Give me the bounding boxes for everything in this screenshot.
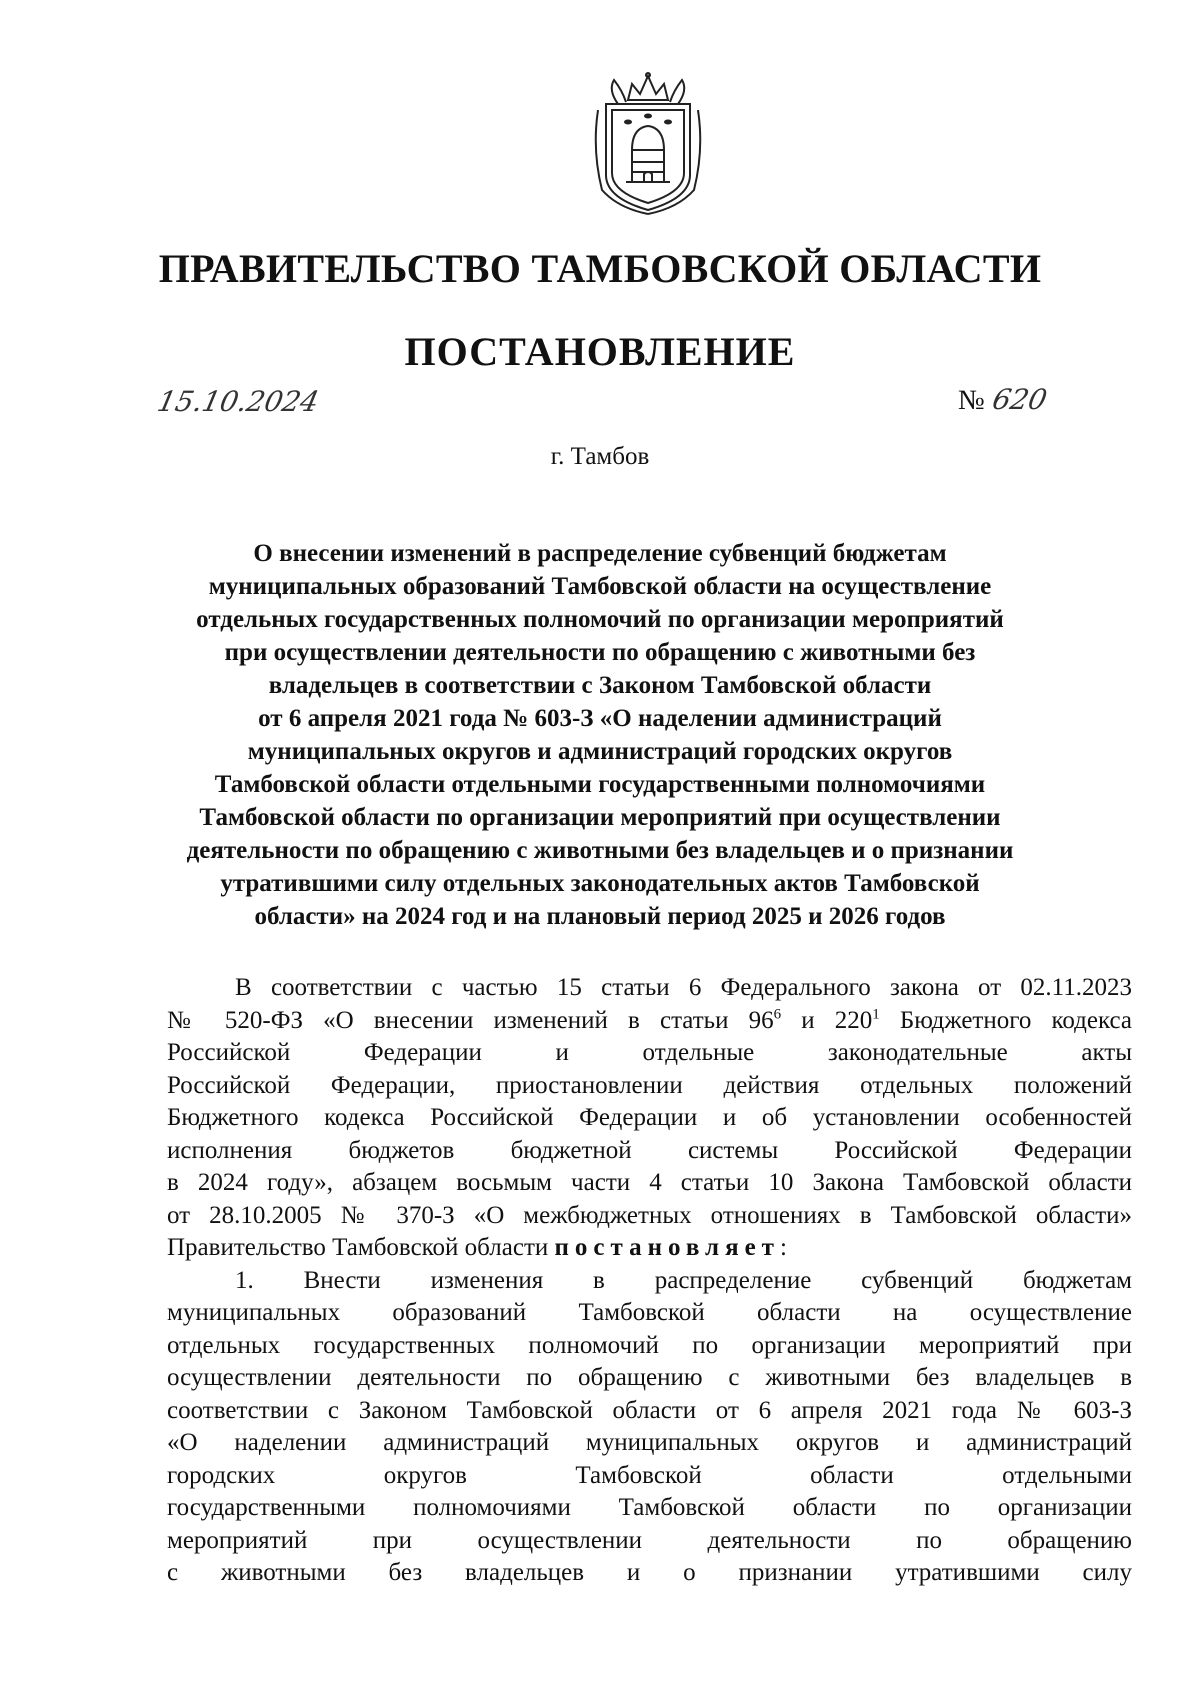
subject-line: Тамбовской области по организации мероприятий при осуществлении: [199, 804, 1001, 831]
body-line: Российской Федерации, приостановлении действия отдельных положений: [167, 1071, 1132, 1099]
body-line: с животными без владельцев и о признании утратившими силу: [167, 1559, 1132, 1586]
body-line: В соответствии с частью 15 статьи 6 Федерального закона от 02.11.2023: [235, 974, 1132, 1001]
subject-line: утратившими силу отдельных законодательных актов Тамбовской: [220, 870, 980, 897]
body-text: и 220: [781, 1006, 873, 1034]
body-text: Бюджетного кодекса: [879, 1006, 1132, 1034]
body-line: государственными полномочиями Тамбовской области по организации: [167, 1494, 1132, 1521]
document-type-heading: ПОСТАНОВЛЕНИЕ: [404, 329, 796, 374]
number-label: №: [958, 385, 985, 416]
document-body: [167, 972, 1132, 1590]
body-text: Правительство Тамбовской области: [167, 1234, 555, 1261]
body-text: № 520-ФЗ «О внесении изменений в статьи 96: [167, 1006, 774, 1034]
body-line: отдельных государственных полномочий по организации мероприятий при: [167, 1331, 1132, 1359]
body-line: соответствии с Законом Тамбовской области от 6 апреля 2021 года № 603-З: [167, 1396, 1132, 1424]
body-line: «О наделении администраций муниципальных округов и администраций: [167, 1429, 1132, 1456]
subject-line: муниципальных образований Тамбовской области на осуществление: [208, 573, 992, 600]
body-line: осуществлении деятельности по обращению с животными без владельцев в: [167, 1364, 1132, 1391]
body-line: муниципальных образований Тамбовской области на осуществление: [167, 1299, 1132, 1326]
body-line: Бюджетного кодекса Российской Федерации и об установлении особенностей: [167, 1104, 1132, 1131]
body-text: :: [779, 1234, 787, 1261]
subject-line: от 6 апреля 2021 года № 603-З «О наделении администраций: [258, 705, 942, 732]
city-line: г. Тамбов: [550, 443, 650, 470]
handwritten-date: 15.10.2024: [154, 385, 322, 418]
body-line: в 2024 году», абзацем восьмым части 4 статьи 10 Закона Тамбовской области: [167, 1169, 1132, 1196]
subject-line: отдельных государственных полномочий по организации мероприятий: [196, 606, 1004, 633]
subject-line: Тамбовской области отдельными государственными полномочиями: [214, 771, 986, 798]
body-line: Российской Федерации и отдельные законодательные акты: [167, 1039, 1132, 1066]
body-line: [167, 1232, 1132, 1265]
body-line: [167, 1005, 1132, 1038]
subject-line: при осуществлении деятельности по обращению с животными без: [224, 639, 976, 666]
handwritten-number: 620: [989, 383, 1050, 416]
body-line: мероприятий при осуществлении деятельности по обращению: [167, 1526, 1132, 1554]
subject-line: деятельности по обращению с животными без владельцев и о признании: [186, 837, 1014, 864]
superscript: 1: [872, 1006, 880, 1023]
decree-keyword: постановляет: [554, 1234, 780, 1261]
subject-line: муниципальных округов и администраций городских округов: [247, 738, 953, 765]
subject-line: владельцев в соответствии с Законом Тамбовской области: [268, 672, 932, 699]
body-line: от 28.10.2005 № 370-З «О межбюджетных отношениях в Тамбовской области»: [167, 1201, 1132, 1229]
body-line: городских округов Тамбовской области отдельными: [167, 1461, 1132, 1489]
superscript: 6: [773, 1006, 782, 1023]
body-line: 1. Внести изменения в распределение субвенций бюджетам: [235, 1266, 1132, 1294]
document-subject: [150, 537, 1050, 933]
document-date: [154, 385, 322, 419]
body-line: исполнения бюджетов бюджетной системы Российской Федерации: [167, 1136, 1132, 1164]
subject-line: области» на 2024 год и на плановый период 2025 и 2026 годов: [254, 903, 946, 930]
coat-of-arms-emblem: [588, 70, 708, 215]
subject-line: О внесении изменений в распределение субвенций бюджетам: [253, 540, 947, 567]
organization-title: ПРАВИТЕЛЬСТВО ТАМБОВСКОЙ ОБЛАСТИ: [158, 246, 1042, 291]
document-number: [958, 383, 1050, 417]
